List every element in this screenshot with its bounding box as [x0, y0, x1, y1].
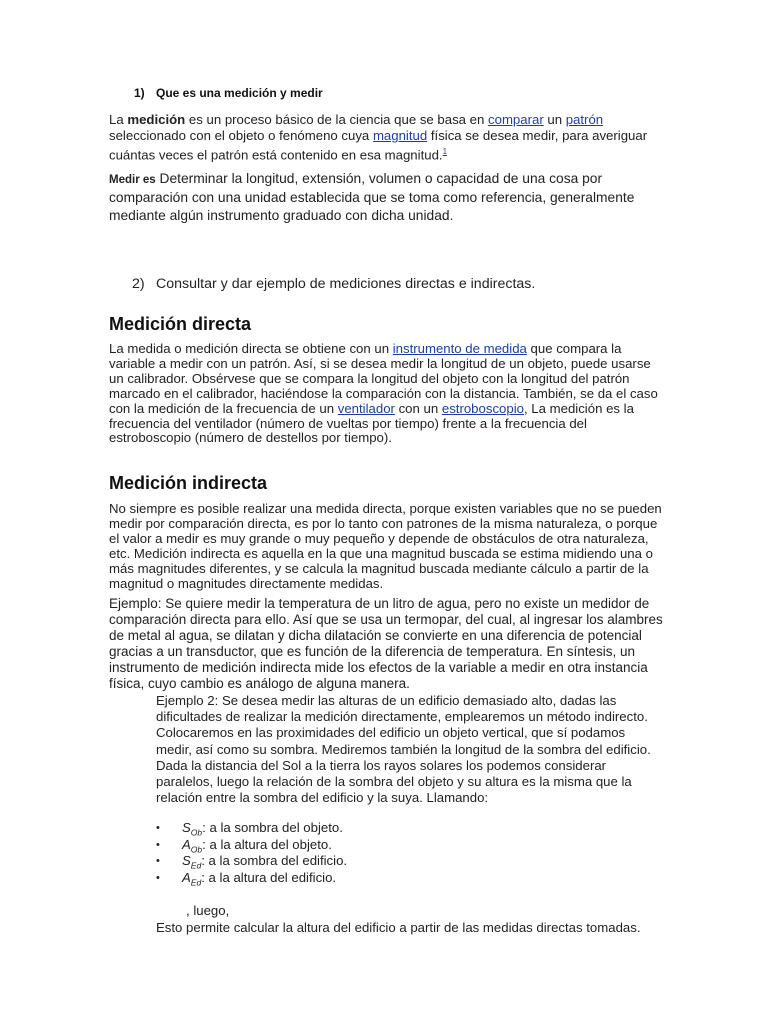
variable-definitions-list	[156, 820, 347, 886]
variable-subscript: Ed	[190, 877, 202, 888]
question-1-title: Que es una medición y medir	[156, 86, 323, 100]
link-magnitud[interactable]: magnitud	[372, 128, 428, 143]
link-estroboscopio[interactable]: estroboscopio	[441, 400, 524, 416]
text-run: un	[543, 112, 566, 127]
conclusion-text: Esto permite calcular la altura del edificio a partir de las medidas directas tomadas.	[156, 920, 641, 935]
question-1-number: 1)	[134, 86, 145, 100]
medir-definition	[109, 170, 669, 225]
bullet-icon: •	[156, 871, 160, 884]
medir-es-text: Determinar la longitud, extensión, volumen o capacidad de una cosa por comparación con una unidad establecida que se toma como referencia, generalmente mediante algún instrumento graduado con dicha unidad.	[109, 171, 635, 223]
text-run: , La medición es la frecuencia del ventilador (número de vueltas por tiempo) frente a la frecuencia del estroboscopio (número de destellos por tiempo).	[109, 400, 634, 446]
variable-subscript: Ob	[190, 844, 203, 855]
question-2-heading	[132, 276, 535, 292]
bullet-icon: •	[156, 855, 160, 867]
text-run: con un	[394, 400, 442, 416]
variable-symbol: A	[182, 869, 191, 885]
text-run: es un proceso básico de la ciencia que se basa en	[185, 112, 489, 127]
question-2-title: Consultar y dar ejemplo de mediciones directas e indirectas.	[156, 276, 536, 292]
medicion-term: medición	[127, 112, 186, 127]
definition-text: : a la sombra del objeto.	[202, 820, 343, 835]
text-run: La	[109, 112, 128, 127]
link-ventilador[interactable]: ventilador	[337, 400, 395, 416]
medicion-definition	[109, 112, 669, 163]
medicion-directa-paragraph	[109, 342, 669, 446]
link-instrumento-de-medida[interactable]: instrumento de medida	[392, 341, 527, 356]
footnote-link[interactable]: 1	[442, 147, 448, 156]
list-item	[156, 853, 347, 870]
definition-text: : a la sombra del edificio.	[201, 853, 348, 868]
question-2-number: 2)	[132, 276, 145, 292]
bullet-icon: •	[156, 822, 160, 834]
question-1-heading	[134, 86, 323, 100]
variable-symbol: S	[182, 820, 191, 835]
link-comparar[interactable]: comparar	[488, 112, 544, 127]
definition-text: : a la altura del edificio.	[201, 869, 337, 885]
text-run: seleccionado con el objeto o fenómeno cuya	[109, 128, 373, 143]
variable-symbol: A	[182, 836, 191, 852]
variable-symbol: S	[182, 853, 191, 868]
text-run: que compara la variable a medir con un patrón. Así, si se desea medir la longitud de un objeto, puede usarse un calibrador. Obsérvese que se compara la longitud del objeto con la longitud del patrón marcado en el calibrador, haciéndose la comparación con la distancia. También, se da el caso con la medición de la frecuencia de un	[109, 341, 658, 416]
bullet-icon: •	[156, 838, 160, 851]
medicion-directa-heading: Medición directa	[109, 314, 252, 334]
medicion-indirecta-paragraph: No siempre es posible realizar una medida directa, porque existen variables que no se pueden medir por comparación directa, es por lo tanto con patrones de la misma naturaleza, o porque el valor a medir es muy grande o muy pequeño y depende de obstáculos de otra naturaleza, etc. Medición indirecta es aquella en la que una magnitud buscada se estima midiendo una o más magnitudes diferentes, y se calcula la magnitud buscada mediante cálculo a partir de la magnitud o magnitudes directamente medidas.	[109, 501, 662, 591]
link-patron[interactable]: patrón	[565, 112, 604, 127]
list-item	[156, 870, 347, 887]
luego-text: , luego,	[186, 903, 230, 918]
list-item	[156, 820, 347, 837]
text-run: física se desea medir, para averiguar cuántas veces el patrón está contenido en esa magnitud.	[109, 128, 648, 163]
ejemplo-1-paragraph: Ejemplo: Se quiere medir la temperatura de un litro de agua, pero no existe un medidor de comparación directa para ello. Así que se usa un termopar, del cual, al ingresar los alambres de metal al agua, se dilatan y dicha dilatación se convierte en una diferencia de potencial gracias a un transductor, que es función de la diferencia de temperatura. En síntesis, un instrumento de medición indirecta mide los efectos de la variable a medir en otra instancia física, cuyo cambio es análogo de alguna manera.	[109, 596, 663, 691]
definition-text: : a la altura del objeto.	[202, 836, 332, 852]
text-run: La medida o medición directa se obtiene con un	[109, 341, 393, 356]
ejemplo-2-paragraph: Ejemplo 2: Se desea medir las alturas de un edificio demasiado alto, dadas las dificultades de realizar la medición directamente, emplearemos un método indirecto. Colocaremos en las proximidades del edificio un objeto vertical, que sí podamos medir, así como su sombra. Mediremos también la longitud de la sombra del edificio. Dada la distancia del Sol a la tierra los rayos solares los podemos considerar paralelos, luego la relación de la sombra del objeto y su altura es la misma que la relación entre la sombra del edificio y la suya. Llamando:	[156, 693, 651, 806]
medir-es-label: Medir es	[109, 174, 156, 186]
medicion-indirecta-heading: Medición indirecta	[109, 473, 268, 493]
list-item	[156, 837, 347, 854]
variable-subscript: Ob	[190, 827, 203, 838]
variable-subscript: Ed	[190, 860, 202, 871]
